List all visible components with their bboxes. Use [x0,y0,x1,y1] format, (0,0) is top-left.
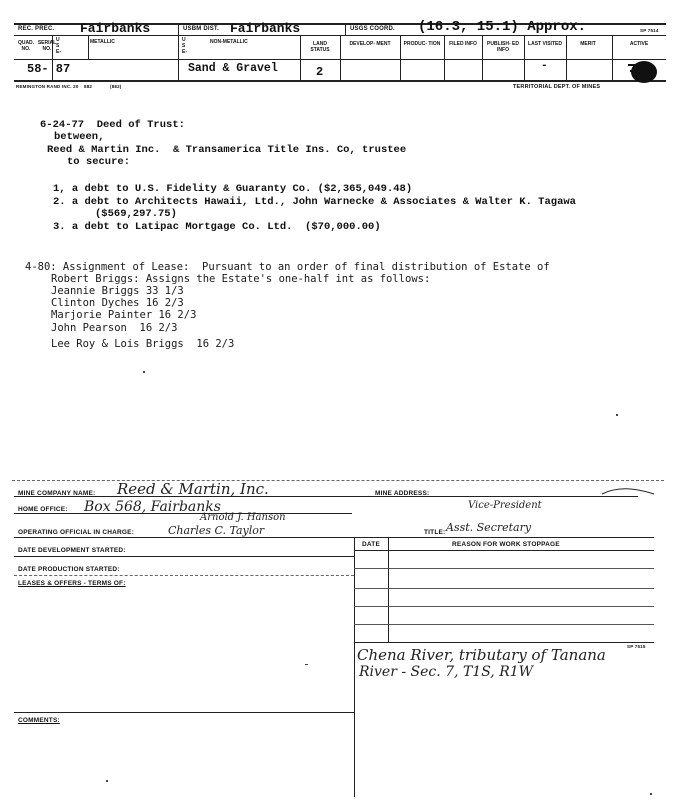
form-number-2: SP 7515 [627,644,646,649]
entry1-item3: 3. a debt to Latipac Mortgage Co. Ltd. ($70,000.00) [53,221,381,233]
entry1-item2b: ($569,297.75) [95,208,177,220]
speck [106,780,108,782]
assignee-list-item: Clinton Dyches 16 2/3 [51,297,184,309]
entry1-line3: Reed & Martin Inc. & Transamerica Title Ins. Co, trustee [47,144,407,156]
col-e-nonmetallic: E- [182,49,187,55]
entry1-line2: between, [54,131,105,143]
assignee-list-item: Marjorie Painter 16 2/3 [51,309,197,321]
home-office-label: HOME OFFICE: [18,506,68,513]
last-visited-value: - [541,60,548,72]
speck [305,664,308,665]
production-label: PRODUC- TION [403,41,441,47]
col-s-nonmetallic: S [182,43,186,49]
reason-column-label: REASON FOR WORK STOPPAGE [452,541,560,548]
usbm-dist-value: Fairbanks [230,21,301,36]
entry1-line1: 6-24-77 Deed of Trust: [40,119,185,131]
entry2-line1: 4-80: Assignment of Lease: Pursuant to an order of final distribution of Estate of [25,261,550,273]
operating-official-value-2: Charles C. Taylor [168,524,265,537]
punch-mark [626,56,660,84]
col-u-nonmetallic: U [182,37,186,43]
speck [143,371,145,373]
entry1-item2: 2. a debt to Architects Hawaii, Ltd., John Warnecke & Associates & Walter K. Tagawa [53,196,576,208]
location-line-2: River - Sec. 7, T1S, R1W [359,664,534,680]
nonmetallic-label: NON-METALLIC [210,39,248,45]
title-value-2: Asst. Secretary [446,521,532,534]
land-status-label: LAND STATUS [310,41,330,53]
mine-address-label: MINE ADDRESS: [375,490,430,497]
leases-terms-label: LEASES & OFFERS - TERMS OF: [18,580,126,587]
printer-code-2: (882) [110,84,122,89]
entry1-line4: to secure: [67,156,131,168]
usbm-dist-label: USBM DIST. [183,26,220,32]
filed-info-label: FILED INFO [449,41,477,47]
rec-prec-value: Fairbanks [80,21,151,36]
col-e-metallic: E- [56,49,61,55]
last-visited-label: LAST VISITED [528,41,562,47]
merit-label: MERIT [580,41,596,47]
serial-label: SERIAL NO. [37,40,57,52]
col-s-metallic: S [56,43,60,49]
form-number: SP 7514 [640,28,659,33]
usgs-coord-label: USGS COORD. [350,26,395,32]
title-label: TITLE: [424,529,446,536]
date-development-label: DATE DEVELOPMENT STARTED: [18,547,126,554]
col-u-metallic: U [56,37,60,43]
quad-label: QUAD. NO. [17,40,35,52]
comments-label: COMMENTS: [18,717,60,724]
published-info-label: PUBLISH- ED INFO [487,41,519,53]
date-column-label: DATE [362,541,381,548]
mine-company-value: Reed & Martin, Inc. [117,480,269,498]
land-status-value: 2 [316,65,324,79]
entry1-item1: 1, a debt to U.S. Fidelity & Guaranty Co. ($2,365,049.48) [53,183,413,195]
speck [650,793,652,795]
assignee-list-item: Jeannie Briggs 33 1/3 [51,285,184,297]
home-office-value: Box 568, Fairbanks [84,499,221,515]
dept-line: TERRITORIAL DEPT. OF MINES [513,84,601,90]
scribble-mark [600,484,656,498]
metallic-label: METALLIC [90,39,115,45]
rec-prec-label: REC. PREC. [18,26,55,32]
printer-code-1: 882 [84,84,93,89]
assignee-list-item: John Pearson 16 2/3 [51,322,178,334]
entry2-line2: Robert Briggs: Assigns the Estate's one-half int as follows: [51,273,431,285]
assignee-list-item: Lee Roy & Lois Briggs 16 2/3 [51,338,235,350]
printer-line: REMINGTON RAND INC. 20 [16,84,79,89]
development-label: DEVELOP- MENT [349,41,391,47]
quad-serial-value: 58- 87 [27,62,71,76]
mine-company-label: MINE COMPANY NAME: [18,490,96,497]
operating-official-value-1: Arnold J. Hanson [200,512,286,523]
title-value-1: Vice-President [468,500,542,511]
nonmetallic-value: Sand & Gravel [188,62,278,75]
speck [616,414,618,416]
operating-official-label: OPERATING OFFICIAL IN CHARGE: [18,529,135,536]
date-production-label: DATE PRODUCTION STARTED: [18,566,120,573]
active-label: ACTIVE [629,41,649,47]
usgs-coord-value: (16.3, 15.1) Approx. [418,19,587,35]
location-line-1: Chena River, tributary of Tanana [357,646,606,664]
